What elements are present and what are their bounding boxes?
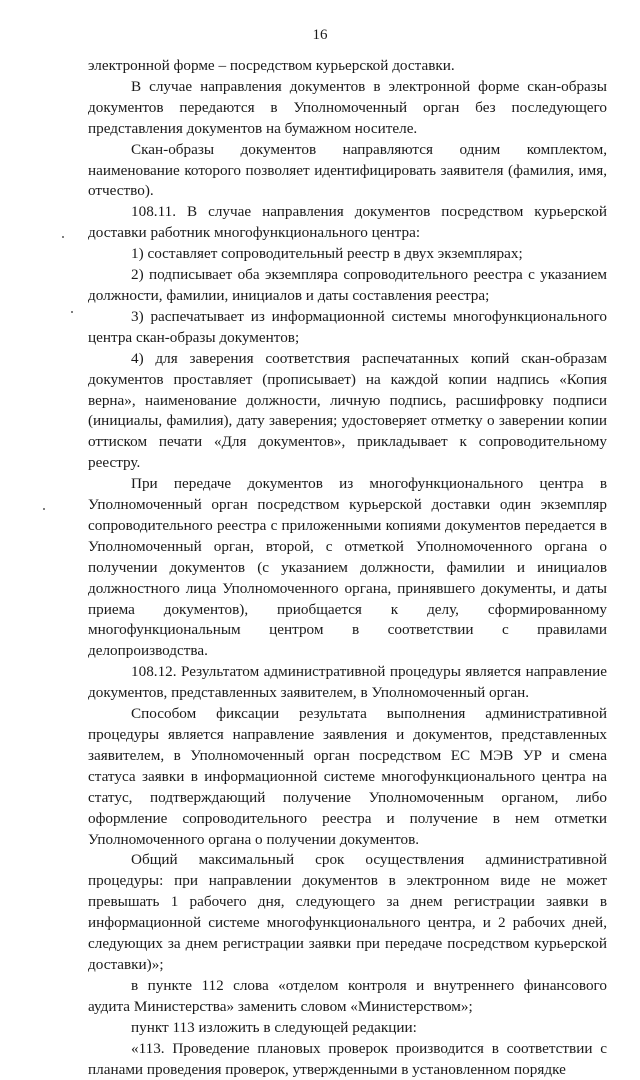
paragraph-9: При передаче документов из многофункционального центра в Уполномоченный орган посредством курьерской доставки один экземпляр сопроводительного реестра с приложенными копиями документов передается в Уполномоченный орган, второй, с отметкой Уполномоченного органа о получении документов (с указанием должности, фамилии и инициалов должностного лица Уполномоченного органа, принявшего документы, и даты приема документов), приобщается к делу, сформированному многофункциональным центром в соответствии с правилами делопроизводства. [88,475,607,660]
paragraph-15: «113. Проведение плановых проверок производится в соответствии с планами проведения проверок, утвержденными в установленном порядке [88,1039,607,1078]
paragraph-11: Способом фиксации результата выполнения административной процедуры является направление заявления и документов, представленных заявителем, в Уполномоченный орган посредством ЕС МЭВ УР и смена статуса заявки в информационной системе многофункционального центра на статус, подтверждающий получение Уполномоченным органом, либо оформление сопроводительного реестра и получение в нем отметки Уполномоченного органа о получении документов. [88,705,607,848]
paragraph-1: электронной форме – посредством курьерской доставки. [88,57,455,74]
paragraph-6: 2) подписывает оба экземпляра сопроводительного реестра с указанием должности, фамилии, инициалов и даты составления реестра; [88,266,607,304]
paragraph-10: 108.12. Результатом административной процедуры является направление документов, представленных заявителем, в Уполномоченный орган. [88,663,607,702]
paragraph-4: 108.11. В случае направления документов посредством курьерской доставки работник многофункционального центра: [88,203,607,242]
paragraph-3: Скан-образы документов направляются одним комплектом, наименование которого позволяет идентифицировать заявителя (фамилия, имя, отчество). [88,140,607,200]
paragraph-13: в пункте 112 слова «отделом контроля и внутреннего финансового аудита Министерства» заменить словом «Министерством»; [88,976,607,1015]
paragraph-2: В случае направления документов в электронной форме скан-образы документов передаются в Уполномоченный орган без последующего представления документов на бумажном носителе. [88,77,607,137]
paragraph-5: 1) составляет сопроводительный реестр в двух экземплярах; [131,245,523,263]
document-body [88,56,607,1080]
paragraph-8: 4) для заверения соответствия распечатанных копий скан-образам документов проставляет (прописывает) на каждой копии надпись «Копия верна», наименование должности, личную подпись, расшифровку подписи (инициалы, фамилия), дату заверения; удостоверяет отметку о заверении копии оттиском печати «Для документов», прикладывает к сопроводительному реестру. [88,349,607,472]
scan-speck [43,508,45,510]
scan-speck [71,311,73,313]
scan-speck [62,236,64,238]
paragraph-14: пункт 113 изложить в следующей редакции: [131,1018,417,1036]
paragraph-12: Общий максимальный срок осуществления административной процедуры: при направлении документов в электронном виде не может превышать 1 рабочего дня, следующего за днем регистрации заявки в информационной системе многофункционального центра, и 2 рабочих дней, следующих за днем регистрации заявки при передаче посредством курьерской доставки)»; [88,851,607,973]
page-number: 16 [312,27,328,43]
paragraph-7: 3) распечатывает из информационной системы многофункционального центра скан-образы документов; [88,307,607,346]
